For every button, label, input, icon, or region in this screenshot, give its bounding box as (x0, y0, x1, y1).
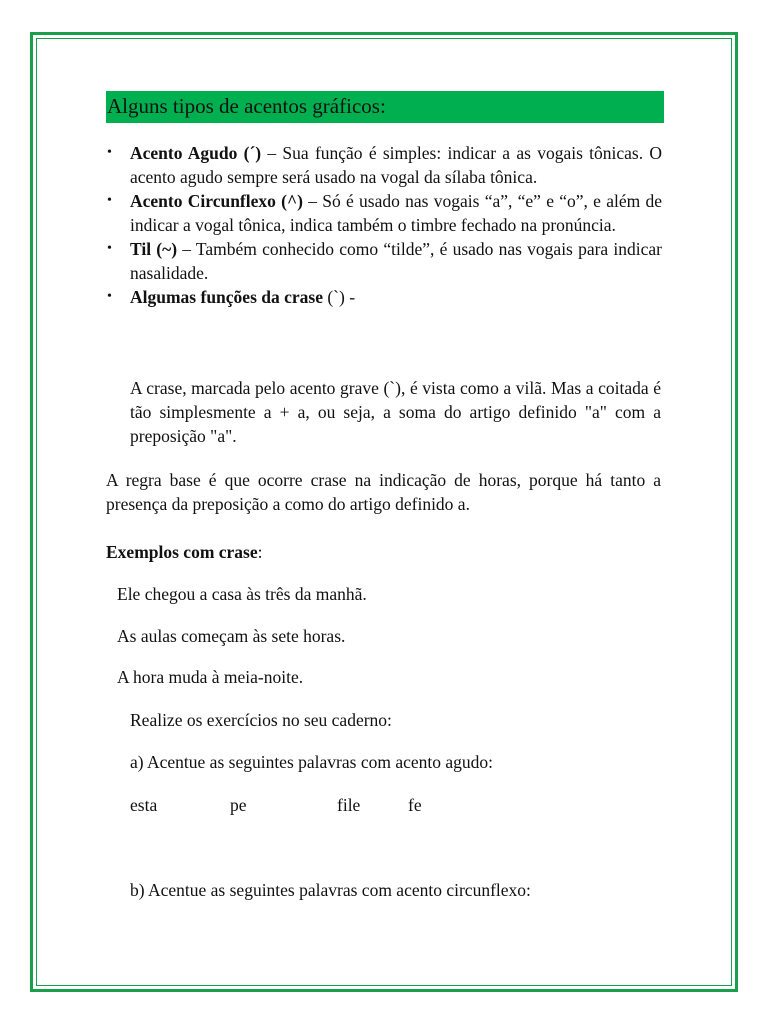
bullet-icon: • (107, 145, 112, 160)
list-item (106, 285, 662, 309)
list-item (106, 237, 662, 285)
word: file (337, 795, 361, 815)
list-item-head: Acento Agudo (´) (130, 143, 262, 163)
list-item-body: – Também conhecido como “tilde”, é usado nas vogais para indicar nasalidade. (130, 239, 662, 283)
crase-paragraph: A crase, marcada pelo acento grave (`), é vista como a vilã. Mas a coitada é tão simplesmente a + a, ou seja, a soma do artigo definido "a" com a preposição "a". (130, 378, 661, 446)
list-item-body: (`) - (322, 287, 356, 307)
section-title: Alguns tipos de acentos gráficos: (106, 91, 664, 123)
bullet-icon: • (107, 241, 112, 256)
example-item: A hora muda à meia-noite. (117, 667, 304, 687)
exercise-b: b) Acentue as seguintes palavras com acento circunflexo: (130, 880, 531, 900)
list-item (106, 141, 662, 189)
bullet-icon: • (107, 193, 112, 208)
example-item: Ele chegou a casa às três da manhã. (117, 584, 367, 604)
exercise-a-words (130, 793, 450, 817)
list-item-head: Til (~) (130, 239, 178, 259)
bullet-icon: • (107, 289, 112, 304)
list-item (106, 189, 662, 237)
examples-heading-colon: : (257, 542, 263, 562)
example-item: As aulas começam às sete horas. (117, 626, 346, 646)
list-item-head: Algumas funções da crase (130, 287, 323, 307)
list-item-body: – Sua função é simples: indicar a as vogais tônicas. O acento agudo sempre será usado na vogal da sílaba tônica. (130, 143, 662, 187)
accent-list (106, 141, 662, 309)
list-item-head: Acento Circunflexo (^) (130, 191, 303, 211)
word: esta (130, 795, 158, 815)
rule-paragraph: A regra base é que ocorre crase na indicação de horas, porque há tanto a presença da preposição a como do artigo definido a. (106, 470, 661, 514)
list-item-body: – Só é usado nas vogais “a”, “e” e “o”, e além de indicar a vogal tônica, indica também o timbre fechado na pronúncia. (130, 191, 662, 235)
examples-heading-text: Exemplos com crase (106, 542, 258, 562)
examples-heading (106, 540, 263, 564)
word: fe (408, 795, 422, 815)
exercise-intro: Realize os exercícios no seu caderno: (130, 710, 392, 730)
word: pe (230, 795, 247, 815)
exercise-a: a) Acentue as seguintes palavras com acento agudo: (130, 752, 493, 772)
